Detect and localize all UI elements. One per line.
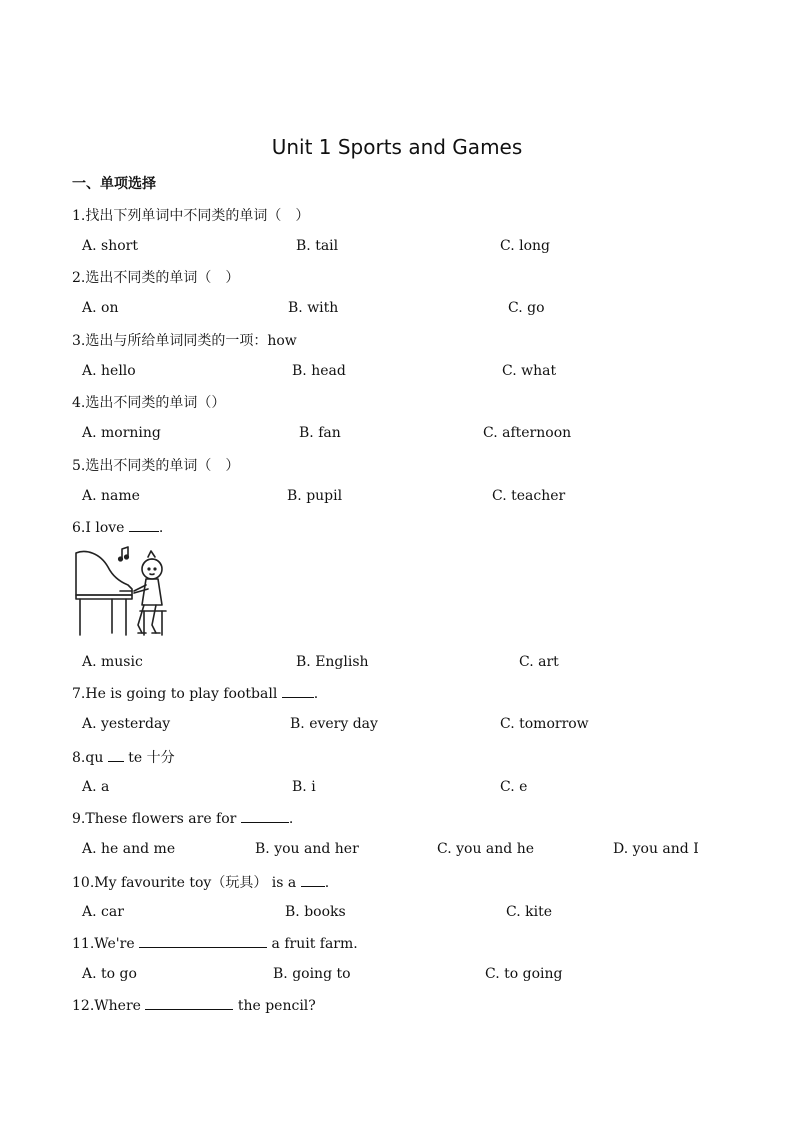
question-5-option-a[interactable]: A. name [82,488,140,504]
question-3-option-a[interactable]: A. hello [82,363,136,379]
question-10-option-a[interactable]: A. car [82,904,124,920]
answer-blank[interactable] [108,749,124,762]
question-6-stem: 6.I love . [72,520,164,536]
question-9-option-d[interactable]: D. you and I [613,841,699,857]
question-7-option-c[interactable]: C. tomorrow [500,716,589,732]
question-11-option-c[interactable]: C. to going [485,966,563,982]
question-4-option-c[interactable]: C. afternoon [483,425,572,441]
question-8-option-b[interactable]: B. i [292,779,316,795]
question-2-option-a[interactable]: A. on [82,300,119,316]
question-2-option-b[interactable]: B. with [288,300,339,316]
answer-blank[interactable] [241,810,289,823]
question-1-option-a[interactable]: A. short [82,238,138,254]
question-11-option-a[interactable]: A. to go [82,966,137,982]
question-9-option-c[interactable]: C. you and he [437,841,534,857]
answer-blank[interactable] [301,874,325,887]
question-8-stem: 8.qu te 十分 [72,750,175,766]
question-5-option-c[interactable]: C. teacher [492,488,566,504]
question-8-option-a[interactable]: A. a [82,779,110,795]
question-6-option-a[interactable]: A. music [82,654,143,670]
question-7-stem: 7.He is going to play football . [72,686,319,702]
question-11-stem: 11.We're a fruit farm. [72,936,358,952]
question-3-option-c[interactable]: C. what [502,363,557,379]
question-8-option-c[interactable]: C. e [500,779,528,795]
question-4-option-a[interactable]: A. morning [82,425,161,441]
answer-blank[interactable] [129,519,159,532]
question-3-option-b[interactable]: B. head [292,363,346,379]
question-11-option-b[interactable]: B. going to [273,966,351,982]
question-7-option-b[interactable]: B. every day [290,716,378,732]
girl-playing-piano-icon [72,545,172,640]
question-1-stem: 1.找出下列单词中不同类的单词（ ） [72,208,310,224]
section-heading: 一、单项选择 [72,176,156,192]
question-2-option-c[interactable]: C. go [508,300,545,316]
answer-blank[interactable] [282,685,314,698]
question-1-option-c[interactable]: C. long [500,238,550,254]
question-5-stem: 5.选出不同类的单词（ ） [72,458,240,474]
question-2-stem: 2.选出不同类的单词（ ） [72,270,240,286]
question-1-option-b[interactable]: B. tail [296,238,339,254]
question-4-stem: 4.选出不同类的单词（） [72,395,226,411]
page-title: Unit 1 Sports and Games [271,135,523,159]
question-3-stem: 3.选出与所给单词同类的一项：how [72,333,297,349]
question-12-stem: 12.Where the pencil? [72,998,316,1014]
question-9-option-b[interactable]: B. you and her [255,841,359,857]
question-10-option-c[interactable]: C. kite [506,904,552,920]
question-10-option-b[interactable]: B. books [285,904,346,920]
question-6-option-b[interactable]: B. English [296,654,369,670]
question-4-option-b[interactable]: B. fan [299,425,341,441]
answer-blank[interactable] [145,997,233,1010]
question-9-stem: 9.These flowers are for . [72,811,294,827]
question-10-stem: 10.My favourite toy（玩具） is a . [72,875,330,891]
question-5-option-b[interactable]: B. pupil [287,488,343,504]
question-9-option-a[interactable]: A. he and me [82,841,176,857]
question-6-option-c[interactable]: C. art [519,654,559,670]
question-7-option-a[interactable]: A. yesterday [82,716,171,732]
answer-blank[interactable] [139,935,267,948]
